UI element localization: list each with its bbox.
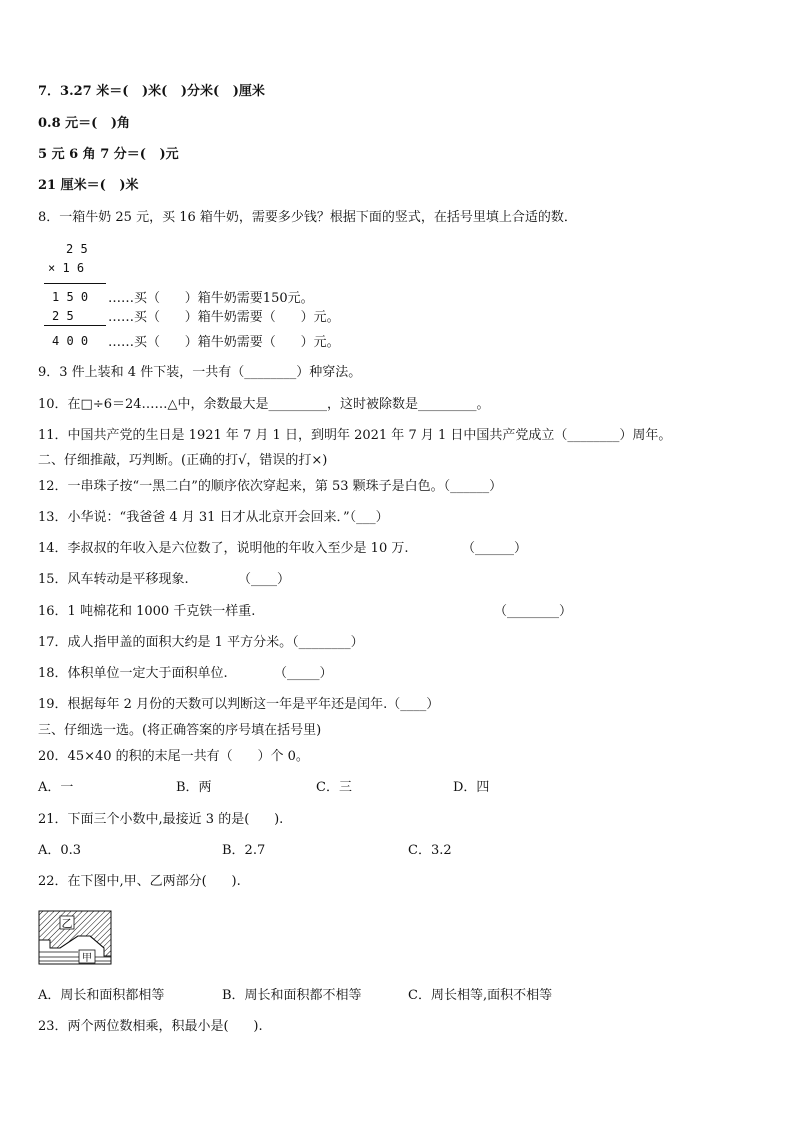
q22-figure xyxy=(38,910,113,970)
q21-option-b: B．2.7 xyxy=(222,843,266,858)
q8-question: 8．一箱牛奶 25 元，买 16 箱牛奶，需要多少钱？根据下面的竖式，在括号里填上合适的数． xyxy=(38,210,577,225)
q18-blank: （_____） xyxy=(274,666,333,681)
q20-option-a: A．一 xyxy=(38,780,74,795)
q22-option-c: C．周长相等,面积不相等 xyxy=(408,988,553,1003)
q8-product: 4 0 0 xyxy=(52,334,89,348)
q8-product-note: ……买（ ）箱牛奶需要（ ）元。 xyxy=(108,335,340,350)
q20: 20．45×40 的积的末尾一共有（ ）个 0。 xyxy=(38,749,309,764)
q7-line3: 5 元 6 角 7 分＝( )元 xyxy=(38,147,179,162)
q8-multiplier: × 1 6 xyxy=(48,261,85,275)
q22-label-top: 乙 xyxy=(61,917,73,930)
q8-multiplicand: 2 5 xyxy=(66,242,88,256)
section-3-heading: 三、仔细选一选。(将正确答案的序号填在括号里) xyxy=(38,723,322,738)
q20-option-b: B．两 xyxy=(176,780,212,795)
q21: 21．下面三个小数中,最接近 3 的是( ). xyxy=(38,812,284,827)
q8-partial-1: 1 5 0 xyxy=(52,290,89,304)
section-2-heading: 二、仔细推敲，巧判断。(正确的打√，错误的打×) xyxy=(38,453,328,468)
q9: 9．3 件上装和 4 件下装，一共有（________）种穿法。 xyxy=(38,365,362,380)
q8-partial-1-note: ……买（ ）箱牛奶需要150元。 xyxy=(108,291,314,306)
q21-option-a: A．0.3 xyxy=(38,843,82,858)
q8-rule-1 xyxy=(44,283,106,284)
q16-blank: （________） xyxy=(494,604,573,619)
q20-option-c: C．三 xyxy=(316,780,352,795)
q7-line4: 21 厘米＝( )米 xyxy=(38,178,139,193)
q22-option-b: B．周长和面积都不相等 xyxy=(222,988,362,1003)
q20-option-d: D．四 xyxy=(453,780,490,795)
q7-line2: 0.8 元＝( )角 xyxy=(38,116,131,131)
q18: 18．体积单位一定大于面积单位. xyxy=(38,666,228,681)
q8-partial-2-note: ……买（ ）箱牛奶需要（ ）元。 xyxy=(108,310,340,325)
q22-label-bottom: 甲 xyxy=(82,953,92,964)
q10: 10．在□÷6＝24……△中，余数最大是_________，这时被除数是_________。 xyxy=(38,397,490,412)
q15: 15．风车转动是平移现象. xyxy=(38,572,189,587)
q13: 13．小华说：“我爸爸 4 月 31 日才从北京开会回来．”（___） xyxy=(38,510,389,525)
q19: 19．根据每年 2 月份的天数可以判断这一年是平年还是闰年.（____） xyxy=(38,697,440,712)
q22: 22．在下图中,甲、乙两部分( ). xyxy=(38,874,241,889)
q22-diagram xyxy=(38,910,113,966)
q8-rule-2 xyxy=(44,325,106,326)
q16: 16．1 吨棉花和 1000 千克铁一样重. xyxy=(38,604,256,619)
q12: 12．一串珠子按“一黑二白”的顺序依次穿起来，第 53 颗珠子是白色。（______） xyxy=(38,479,503,494)
q11: 11．中国共产党的生日是 1921 年 7 月 1 日，到明年 2021 年 7 月 1 日中国共产党成立（________）周年。 xyxy=(38,428,672,443)
q15-blank: （____） xyxy=(238,572,291,587)
q14: 14．李叔叔的年收入是六位数了，说明他的年收入至少是 10 万. xyxy=(38,541,409,556)
q23: 23．两个两位数相乘，积最小是( ). xyxy=(38,1019,263,1034)
q22-option-a: A．周长和面积都相等 xyxy=(38,988,165,1003)
q7-line1: 7．3.27 米＝( )米( )分米( )厘米 xyxy=(38,84,265,99)
q8-partial-2: 2 5 xyxy=(52,309,74,323)
q17: 17．成人指甲盖的面积大约是 1 平方分米。（________） xyxy=(38,635,364,650)
q14-blank: （______） xyxy=(462,541,528,556)
q21-option-c: C．3.2 xyxy=(408,843,452,858)
